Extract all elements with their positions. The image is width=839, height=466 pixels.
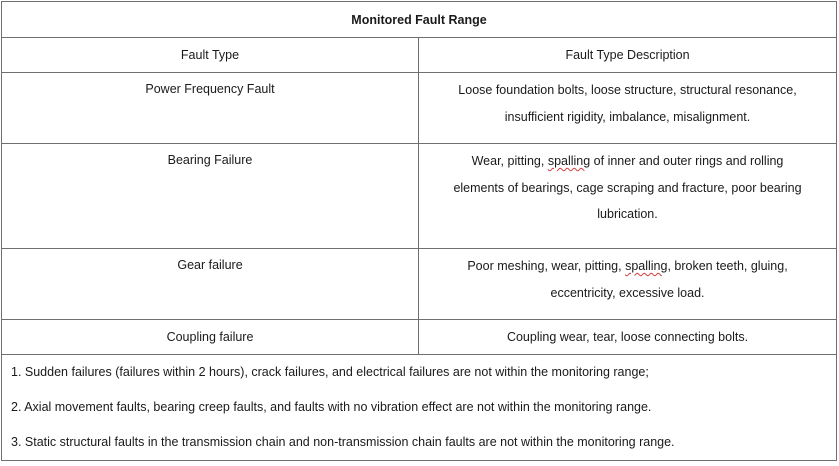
header-fault-description: Fault Type Description bbox=[419, 38, 837, 73]
title-row bbox=[2, 2, 837, 38]
table-row bbox=[2, 320, 837, 355]
note-item: 3. Static structural faults in the transmission chain and non-transmission chain faults are not within the monitoring range. bbox=[11, 435, 675, 449]
description-line: Poor meshing, wear, pitting, spalling, broken teeth, gluing, bbox=[467, 259, 788, 273]
fault-description-cell bbox=[419, 73, 837, 144]
note-item: 2. Axial movement faults, bearing creep faults, and faults with no vibration effect are not within the monitoring range. bbox=[11, 400, 652, 414]
header-row bbox=[2, 38, 837, 73]
fault-description-cell bbox=[419, 249, 837, 320]
notes-cell bbox=[2, 355, 837, 461]
description-line: Loose foundation bolts, loose structure, structural resonance, bbox=[458, 83, 797, 97]
table-title: Monitored Fault Range bbox=[2, 2, 837, 38]
fault-type-cell: Coupling failure bbox=[2, 320, 419, 355]
notes-row bbox=[2, 355, 837, 461]
table-row bbox=[2, 144, 837, 249]
description-line: elements of bearings, cage scraping and fracture, poor bearing bbox=[453, 180, 802, 195]
table-row bbox=[2, 249, 837, 320]
fault-range-table bbox=[1, 1, 837, 461]
fault-type-cell: Bearing Failure bbox=[2, 144, 419, 249]
description-line: Wear, pitting, spalling of inner and outer rings and rolling bbox=[471, 154, 784, 168]
header-fault-type: Fault Type bbox=[2, 38, 419, 73]
description-line: Coupling wear, tear, loose connecting bolts. bbox=[506, 330, 749, 344]
description-line: lubrication. bbox=[597, 207, 658, 221]
fault-description-cell bbox=[419, 320, 837, 355]
description-line: insufficient rigidity, imbalance, misalignment. bbox=[504, 109, 751, 124]
fault-description-cell bbox=[419, 144, 837, 249]
table-row bbox=[2, 73, 837, 144]
spellcheck-flagged-word: spalling bbox=[625, 259, 668, 273]
fault-type-cell: Power Frequency Fault bbox=[2, 73, 419, 144]
spellcheck-flagged-word: spalling bbox=[547, 154, 591, 168]
note-item: 1. Sudden failures (failures within 2 hours), crack failures, and electrical failures are not within the monitoring range; bbox=[11, 365, 649, 379]
fault-type-cell: Gear failure bbox=[2, 249, 419, 320]
description-line: eccentricity, excessive load. bbox=[550, 285, 705, 300]
